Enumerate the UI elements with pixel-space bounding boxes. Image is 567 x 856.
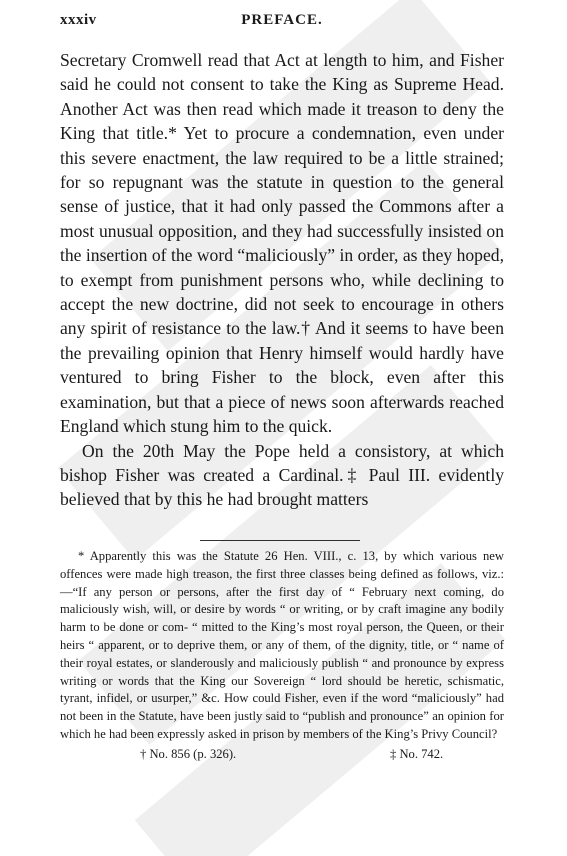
page-number: xxxiv bbox=[60, 12, 97, 28]
body-paragraph: On the 20th May the Pope held a consistory, at which bishop Fisher was created a Cardinal.‡ Paul III. evidently believed that by this he had brought matters bbox=[60, 440, 504, 510]
footnote-refs bbox=[60, 746, 504, 764]
footnotes bbox=[60, 548, 504, 764]
page-header bbox=[60, 12, 504, 36]
footnote: * Apparently this was the Statute 26 Hen. VIII., c. 13, by which various new offences were made high treason, the first three classes being defined as follows, viz.:—“If any person or persons, after the first day of “ February next coming, do maliciously wish, will, or desire by words “ or writing, or by craft imagine any bodily harm to be done or com- “ mitted to the King’s most royal person, the Queen, or their heirs “ apparent, or to deprive them, or any of them, of the dignity, title, or “ name of their royal estates, or slanderously and maliciously publish “ and pronounce by express writing or words that the King our Sovereign “ lord should be heretic, schismatic, tyrant, infidel, or usurper,” &c. How could Fisher, even if the word “maliciously” had not been in the Statute, have been justly said to “publish and pronounce” an opinion for which he had been expressly asked in prison by members of the King’s Privy Council? bbox=[60, 549, 504, 741]
running-head: PREFACE. bbox=[241, 12, 323, 28]
main-text bbox=[60, 48, 504, 512]
footnote-rule bbox=[200, 540, 360, 541]
footnote-double-dagger: ‡ No. 742. bbox=[390, 746, 444, 761]
body-paragraph: Secretary Cromwell read that Act at length to him, and Fisher said he could not consent to take the King as Supreme Head. Another Act was then read which made it treason to deny the King that title.* Yet to procure a condemnation, even under this severe enactment, the law required to be a little strained; for so repugnant was the statute in question to the general sense of justice, that it had only passed the Commons after a most unusual opposition, and they had successfully insisted on the insertion of the word “maliciously” in order, as they hoped, to exempt from punishment persons who, while declining to accept the new doctrine, did not seek to encourage in others any spirit of resistance to the law.† And it seems to have been the prevailing opinion that Henry himself would hardly have ventured to bring Fisher to the block, even after this examination, but that a piece of news soon afterwards reached England which stung him to the quick. bbox=[60, 50, 504, 437]
footnote-dagger: † No. 856 (p. 326). bbox=[140, 746, 237, 761]
